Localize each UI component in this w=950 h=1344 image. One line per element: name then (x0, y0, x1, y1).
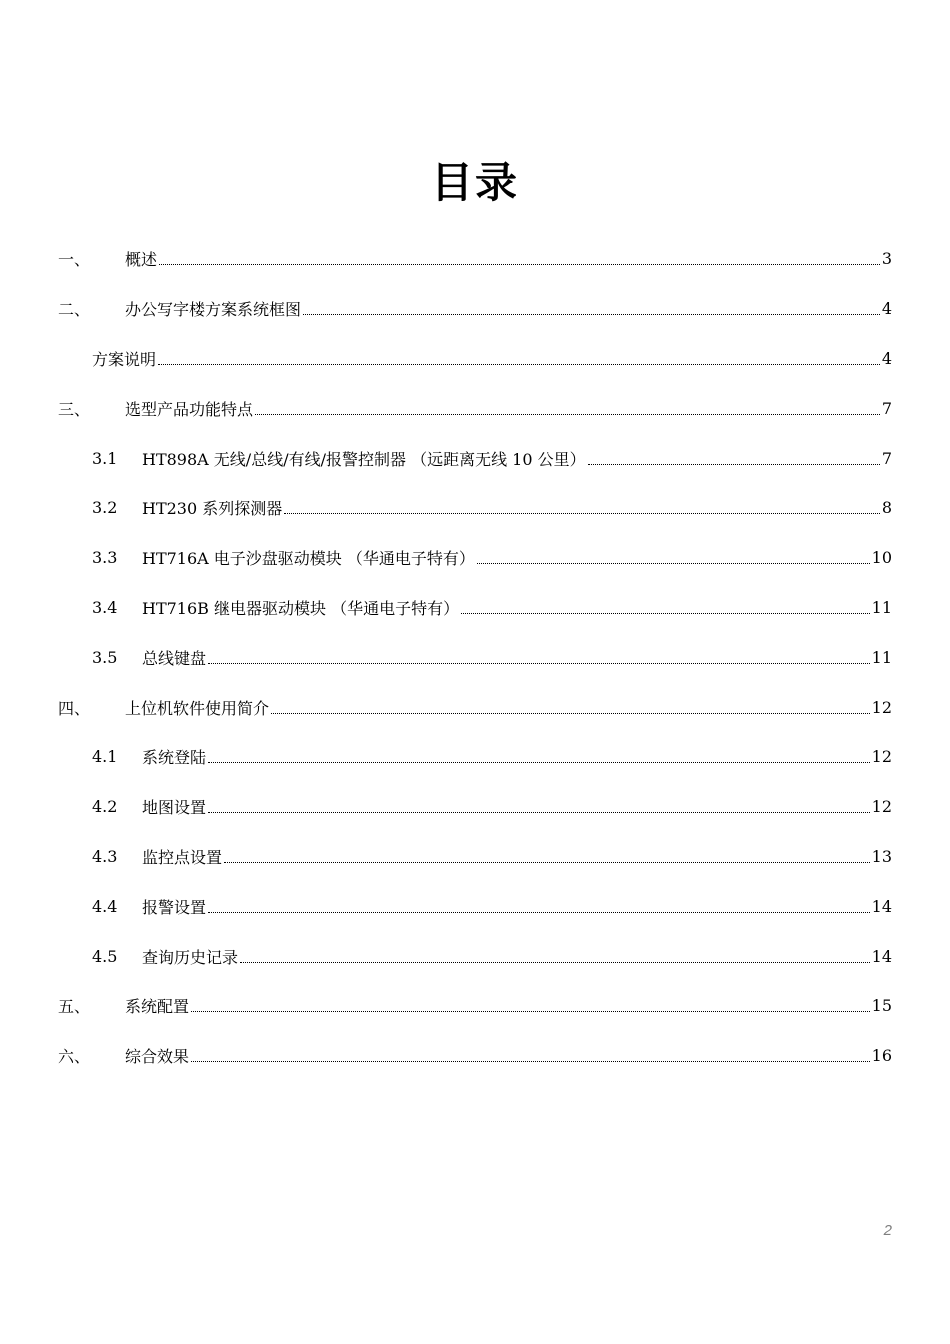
toc-leader-dots (224, 862, 870, 863)
toc-entry-number: 4.3 (92, 846, 118, 866)
toc-entry[interactable] (0, 1031, 950, 1081)
toc-entry-text: HT716A 电子沙盘驱动模块 （华通电子特有） (142, 549, 475, 569)
toc-entry-number: 一、 (58, 250, 91, 270)
toc-entry-number: 3.5 (92, 647, 118, 667)
toc-entry-number: 3.4 (92, 597, 118, 617)
toc-entry[interactable] (0, 383, 950, 433)
toc-entry-number: 4.1 (92, 747, 118, 767)
toc-entry[interactable] (0, 583, 950, 633)
toc-entry-text: HT230 系列探测器 (142, 499, 283, 519)
toc-entry-page: 8 (881, 498, 892, 518)
page-number: 2 (883, 1222, 892, 1239)
toc-entry-page: 4 (881, 348, 892, 368)
toc-entry-text: 办公写字楼方案系统框图 (125, 300, 302, 320)
toc-entry[interactable] (0, 682, 950, 732)
toc-entry-page: 11 (871, 647, 892, 667)
toc-entry-page: 13 (871, 846, 892, 866)
toc-entry[interactable] (0, 334, 950, 384)
toc-entry-page: 12 (871, 797, 892, 817)
toc-entry[interactable] (0, 284, 950, 334)
toc-entry-number: 四、 (58, 698, 91, 718)
toc-entry-text: 上位机软件使用简介 (125, 698, 270, 718)
toc-entry-text: 方案说明 (92, 349, 157, 369)
toc-entry[interactable] (0, 433, 950, 483)
toc-entry-text: 查询历史记录 (142, 947, 239, 967)
toc-title: 目录 (430, 158, 519, 207)
toc-entry-page: 14 (871, 946, 892, 966)
toc-leader-dots (208, 762, 870, 763)
toc-entry-page: 16 (871, 1046, 892, 1066)
toc-leader-dots (191, 1061, 870, 1062)
toc-entry-text: 监控点设置 (142, 847, 223, 867)
toc-entry-page: 12 (871, 697, 892, 717)
toc-leader-dots (271, 713, 870, 714)
toc-leader-dots (284, 513, 880, 514)
toc-leader-dots (191, 1011, 870, 1012)
toc-leader-dots (588, 464, 880, 465)
toc-entry[interactable] (0, 234, 950, 284)
toc-entry-text: HT716B 继电器驱动模块 （华通电子特有） (142, 598, 460, 618)
toc-entry[interactable] (0, 782, 950, 832)
toc-entry-text: HT898A 无线/总线/有线/报警控制器 （远距离无线 10 公里） (142, 449, 586, 469)
toc-leader-dots (255, 414, 880, 415)
toc-leader-dots (477, 563, 870, 564)
toc-entry[interactable] (0, 832, 950, 882)
toc-leader-dots (159, 264, 880, 265)
toc-entry-page: 12 (871, 747, 892, 767)
toc-entry[interactable] (0, 533, 950, 583)
toc-leader-dots (158, 364, 880, 365)
toc-entry-page: 7 (881, 448, 892, 468)
toc-entry-number: 三、 (58, 399, 91, 419)
toc-entry[interactable] (0, 483, 950, 533)
toc-entry-text: 系统配置 (125, 997, 190, 1017)
toc-entry-number: 五、 (58, 997, 91, 1017)
toc-entry[interactable] (0, 981, 950, 1031)
toc-leader-dots (303, 314, 880, 315)
toc-list (0, 234, 950, 1081)
toc-entry-text: 地图设置 (142, 798, 207, 818)
toc-entry-page: 15 (871, 996, 892, 1016)
toc-entry-text: 概述 (125, 250, 158, 270)
toc-entry-page: 7 (881, 398, 892, 418)
toc-entry-number: 3.3 (92, 548, 118, 568)
toc-leader-dots (208, 812, 870, 813)
toc-entry-page: 3 (881, 249, 892, 269)
toc-entry[interactable] (0, 732, 950, 782)
toc-leader-dots (208, 912, 870, 913)
toc-entry-text: 报警设置 (142, 897, 207, 917)
toc-entry-number: 3.1 (92, 448, 118, 468)
toc-entry-number: 六、 (58, 1047, 91, 1067)
toc-entry-page: 10 (871, 548, 892, 568)
toc-entry-page: 14 (871, 896, 892, 916)
toc-leader-dots (208, 663, 870, 664)
toc-entry-number: 4.4 (92, 896, 118, 916)
toc-entry[interactable] (0, 931, 950, 981)
toc-entry-page: 11 (871, 597, 892, 617)
toc-entry-number: 3.2 (92, 498, 118, 518)
toc-entry-text: 总线键盘 (142, 648, 207, 668)
toc-leader-dots (240, 962, 870, 963)
toc-entry-number: 4.5 (92, 946, 118, 966)
toc-entry-page: 4 (881, 299, 892, 319)
toc-entry-text: 选型产品功能特点 (125, 399, 254, 419)
toc-entry-text: 综合效果 (125, 1047, 190, 1067)
toc-entry-text: 系统登陆 (142, 748, 207, 768)
toc-entry-number: 4.2 (92, 797, 118, 817)
toc-entry[interactable] (0, 632, 950, 682)
toc-entry[interactable] (0, 881, 950, 931)
toc-entry-number: 二、 (58, 300, 91, 320)
toc-leader-dots (461, 613, 870, 614)
